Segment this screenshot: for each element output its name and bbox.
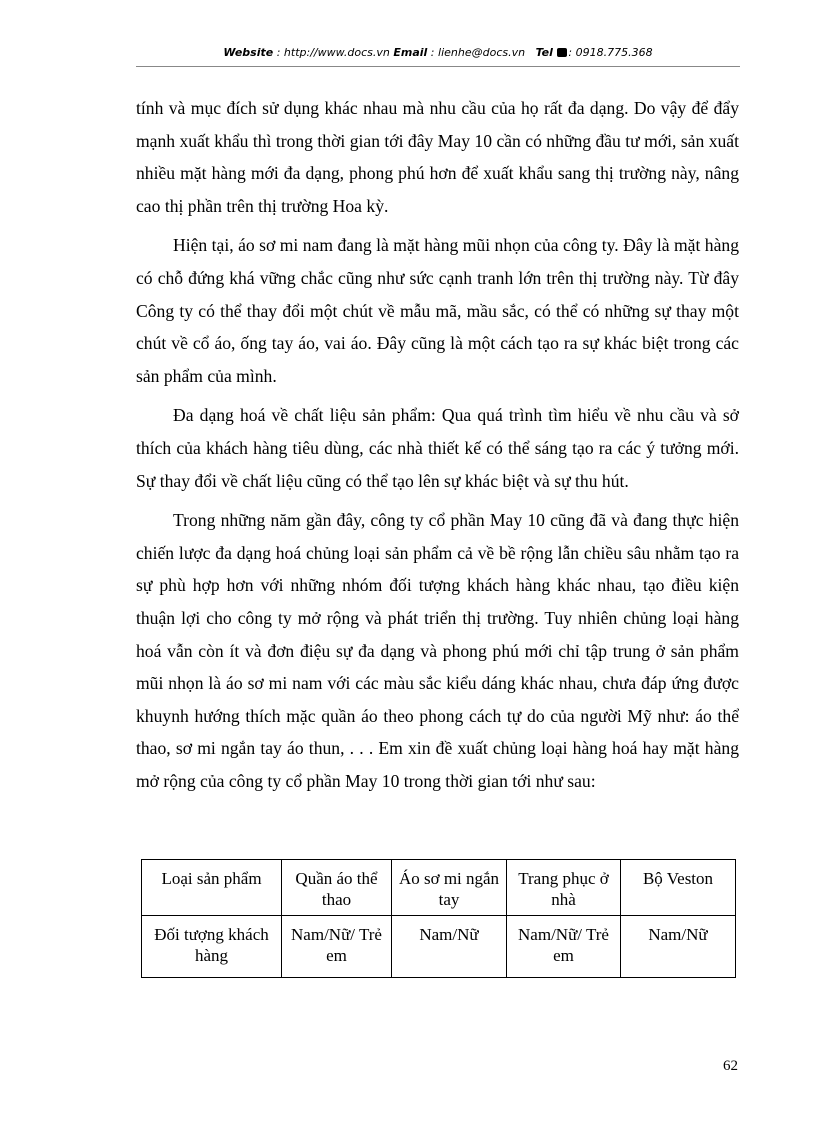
page-header <box>136 46 740 59</box>
table-row <box>142 916 736 978</box>
paragraph-4: Trong những năm gần đây, công ty cổ phần May 10 cũng đã và đang thực hiện chiến lược đa dạng hoá chủng loại sản phẩm cả về bề rộng lẫn chiều sâu nhằm tạo ra sự phù hợp hơn với những nhóm đối tượng khách hàng khác nhau, tạo điều kiện thuận lợi cho công ty mở rộng và phát triển thị trường. Tuy nhiên chủng loại hàng hoá vẫn còn ít và đơn điệu sự đa dạng và phong phú mới chỉ tập trung ở sản phẩm mũi nhọn là áo sơ mi nam với các màu sắc kiểu dáng khác nhau, chưa đáp ứng được khuynh hướng thích mặc quần áo theo phong cách tự do của người Mỹ như: áo thể thao, sơ mi ngắn tay áo thun, . . . Em xin đề xuất chủng loại hàng hoá hay mặt hàng mở rộng của công ty cổ phần May 10 trong thời gian tới như sau: <box>136 510 739 791</box>
paragraph-1: tính và mục đích sử dụng khác nhau mà nhu cầu của họ rất đa dạng. Do vậy để đẩy mạnh xuất khẩu thì trong thời gian tới đây May 10 cần có những đầu tư mới, sản xuất nhiều mặt hàng mới đa dạng, phong phú hơn để xuất khẩu sang thị trường này, nâng cao thị phần trên thị trường Hoa kỳ. <box>136 98 739 216</box>
email-label: Email <box>393 46 428 59</box>
page-number: 62 <box>723 1058 738 1074</box>
website-url: http://www.docs.vn <box>283 46 390 59</box>
tel-value: : 0918.775.368 <box>568 46 653 59</box>
table-cell: Nam/Nữ <box>621 916 736 978</box>
product-table <box>141 859 736 978</box>
paragraph-2: Hiện tại, áo sơ mi nam đang là mặt hàng mũi nhọn của công ty. Đây là mặt hàng có chỗ đứng khá vững chắc cũng như sức cạnh tranh lớn trên thị trường này. Từ đây Công ty có thể thay đổi một chút về mẫu mã, mầu sắc, có thể có những sự thay một chút về cổ áo, ống tay áo, vai áo. Đây cũng là một cách tạo ra sự khác biệt trong các sản phẩm của mình. <box>136 235 739 386</box>
paragraph-3: Đa dạng hoá về chất liệu sản phẩm: Qua quá trình tìm hiểu về nhu cầu và sở thích của khách hàng tiêu dùng, các nhà thiết kế có thể sáng tạo ra các ý tưởng mới. Sự thay đổi về chất liệu cũng có thể tạo lên sự khác biệt và sự thu hút. <box>136 405 739 491</box>
table-cell: Trang phục ở nhà <box>507 860 621 916</box>
table-cell: Áo sơ mi ngắn tay <box>392 860 507 916</box>
table-cell: Loại sản phẩm <box>142 860 282 916</box>
body-text <box>136 92 739 797</box>
table-cell: Quần áo thể thao <box>282 860 392 916</box>
phone-icon <box>557 48 567 57</box>
email-separator: : <box>427 46 439 59</box>
table-cell: Nam/Nữ <box>392 916 507 978</box>
table-cell: Bộ Veston <box>621 860 736 916</box>
website-label: Website <box>223 46 274 59</box>
email-value: lienhe@docs.vn <box>438 46 526 59</box>
table-cell: Nam/Nữ/ Trẻ em <box>282 916 392 978</box>
table-cell: Nam/Nữ/ Trẻ em <box>507 916 621 978</box>
tel-label: Tel <box>535 46 553 59</box>
website-separator: : <box>273 46 284 59</box>
table-header-row <box>142 860 736 916</box>
header-divider <box>136 66 740 67</box>
table-cell: Đối tượng khách hàng <box>142 916 282 978</box>
